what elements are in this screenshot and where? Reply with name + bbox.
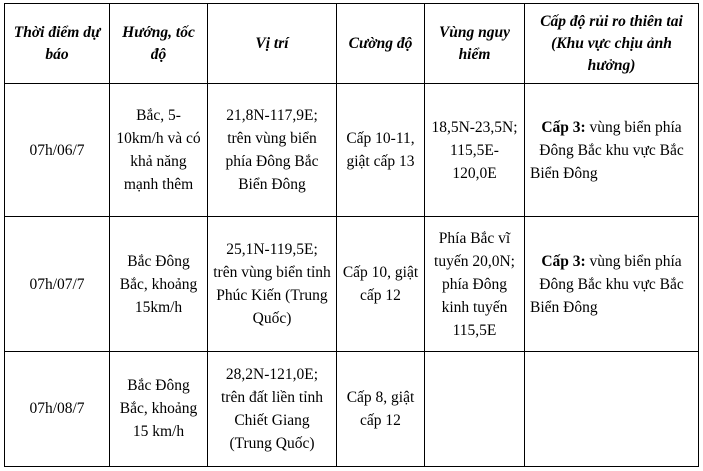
header-direction: Hướng, tốc độ (110, 4, 208, 84)
risk-area-text: vùng biển phía Đông Bắc khu vực Bắc Biển Đông (530, 118, 684, 182)
cell-time: 07h/08/7 (5, 351, 110, 466)
cell-intensity: Cấp 8, giật cấp 12 (337, 351, 425, 466)
header-position: Vị trí (208, 4, 337, 84)
cell-direction: Bắc Đông Bắc, khoảng 15 km/h (110, 351, 208, 466)
table-row (5, 84, 699, 217)
table-row (5, 351, 699, 466)
cell-intensity: Cấp 10-11, giật cấp 13 (337, 84, 425, 217)
risk-level-label: Cấp 3: (541, 118, 586, 136)
cell-direction: Bắc, 5-10km/h và có khả năng mạnh thêm (110, 84, 208, 217)
risk-level-label: Cấp 3: (541, 252, 586, 270)
forecast-table (4, 3, 699, 467)
cell-time: 07h/07/7 (5, 217, 110, 351)
cell-danger-zone: 18,5N-23,5N; 115,5E-120,0E (425, 84, 525, 217)
cell-direction: Bắc Đông Bắc, khoảng 15km/h (110, 217, 208, 351)
cell-time: 07h/06/7 (5, 84, 110, 217)
cell-position: 21,8N-117,9E; trên vùng biển phía Đông Bắc Biển Đông (208, 84, 337, 217)
table-row (5, 217, 699, 351)
cell-risk (525, 84, 699, 217)
cell-risk (525, 217, 699, 351)
table-header-row (5, 4, 699, 84)
header-intensity: Cường độ (337, 4, 425, 84)
header-time: Thời điểm dự báo (5, 4, 110, 84)
risk-area-text: vùng biển phía Đông Bắc khu vực Bắc Biển Đông (530, 252, 684, 316)
cell-position: 28,2N-121,0E; trên đất liền tỉnh Chiết Giang (Trung Quốc) (208, 351, 337, 466)
cell-danger-zone: Phía Bắc vĩ tuyến 20,0N; phía Đông kinh tuyến 115,5E (425, 217, 525, 351)
cell-intensity: Cấp 10, giật cấp 12 (337, 217, 425, 351)
header-risk: Cấp độ rủi ro thiên tai (Khu vực chịu ảnh hưởng) (525, 4, 699, 84)
cell-risk (525, 351, 699, 466)
cell-position: 25,1N-119,5E; trên vùng biển tỉnh Phúc Kiến (Trung Quốc) (208, 217, 337, 351)
cell-danger-zone (425, 351, 525, 466)
header-danger-zone: Vùng nguy hiểm (425, 4, 525, 84)
